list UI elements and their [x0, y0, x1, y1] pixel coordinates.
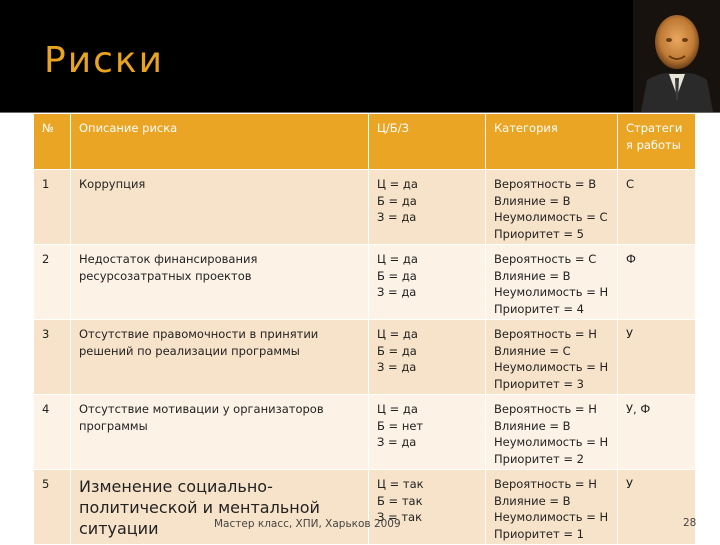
header-cbz: Ц/Б/З	[369, 114, 486, 170]
row-cbz	[369, 395, 486, 470]
row-description: Недостаток финансирования ресурсозатратных проектов	[71, 245, 369, 320]
slide-title: Риски	[44, 40, 165, 81]
row-num: 1	[34, 170, 71, 245]
category-line: Неумолимость = Н	[494, 360, 609, 374]
cbz-line: Б = да	[377, 268, 417, 283]
category-line: Влияние = В	[494, 268, 571, 283]
row-cbz	[369, 245, 486, 320]
row-description: Отсутствие мотивации у организаторов программы	[71, 395, 369, 470]
category-line: Влияние = В	[494, 418, 571, 433]
row-num: 4	[34, 395, 71, 470]
cbz-line: З = да	[377, 285, 417, 299]
category-line: Приоритет = 5	[494, 226, 584, 241]
row-description: Коррупция	[71, 170, 369, 245]
row-cbz	[369, 170, 486, 245]
row-num: 5	[34, 470, 71, 545]
cbz-line: Б = да	[377, 193, 417, 208]
category-line: Вероятность = С	[494, 252, 597, 266]
category-line: Неумолимость = Н	[494, 285, 609, 299]
table-row	[34, 320, 696, 395]
row-strategy: Ф	[618, 245, 696, 320]
cbz-line: Ц = да	[377, 177, 418, 191]
cbz-line: Б = да	[377, 343, 417, 358]
category-line: Влияние = В	[494, 193, 571, 208]
category-line: Влияние = В	[494, 493, 571, 508]
category-line: Приоритет = 1	[494, 526, 584, 541]
cbz-line: Ц = так	[377, 477, 424, 491]
row-description: Изменение социально-политической и ментальной ситуации	[71, 470, 369, 545]
row-strategy: У, Ф	[618, 395, 696, 470]
page-number: 28	[683, 517, 697, 529]
category-line: Приоритет = 4	[494, 301, 584, 316]
category-line: Влияние = С	[494, 343, 571, 358]
category-line: Вероятность = В	[494, 177, 597, 191]
category-line: Приоритет = 2	[494, 451, 584, 466]
table-row	[34, 170, 696, 245]
row-category	[486, 320, 618, 395]
slide-footer: Мастер класс, ХПИ, Харьков 2009	[214, 518, 401, 530]
category-line: Неумолимость = С	[494, 210, 608, 224]
table-row	[34, 470, 696, 545]
row-strategy: У	[618, 470, 696, 545]
cbz-line: Ц = да	[377, 402, 418, 416]
cbz-line: Б = нет	[377, 418, 424, 433]
row-num: 2	[34, 245, 71, 320]
cbz-line: З = да	[377, 210, 417, 224]
table-row	[34, 245, 696, 320]
header-num: №	[34, 114, 71, 170]
row-category	[486, 170, 618, 245]
category-line: Неумолимость = Н	[494, 510, 609, 524]
category-line: Приоритет = 3	[494, 376, 584, 391]
header-strategy: Стратеги я работы	[618, 114, 696, 170]
row-num: 3	[34, 320, 71, 395]
category-line: Вероятность = Н	[494, 327, 597, 341]
category-line: Вероятность = Н	[494, 477, 597, 491]
header-description: Описание риска	[71, 114, 369, 170]
row-category	[486, 470, 618, 545]
row-description: Отсутствие правомочности в принятии решений по реализации программы	[71, 320, 369, 395]
slide-header	[0, 0, 720, 112]
portrait-image	[633, 0, 720, 112]
cbz-line: З = да	[377, 360, 417, 374]
row-strategy: У	[618, 320, 696, 395]
row-strategy: С	[618, 170, 696, 245]
cbz-line: З = так	[377, 510, 423, 524]
row-category	[486, 245, 618, 320]
row-cbz	[369, 320, 486, 395]
cbz-line: Ц = да	[377, 327, 418, 341]
risk-table	[33, 113, 696, 545]
category-line: Вероятность = Н	[494, 402, 597, 416]
header-category: Категория	[486, 114, 618, 170]
row-category	[486, 395, 618, 470]
cbz-line: Б = так	[377, 493, 423, 508]
row-cbz	[369, 470, 486, 545]
table-header-row	[34, 114, 696, 170]
cbz-line: Ц = да	[377, 252, 418, 266]
category-line: Неумолимость = Н	[494, 435, 609, 449]
cbz-line: З = да	[377, 435, 417, 449]
table-row	[34, 395, 696, 470]
